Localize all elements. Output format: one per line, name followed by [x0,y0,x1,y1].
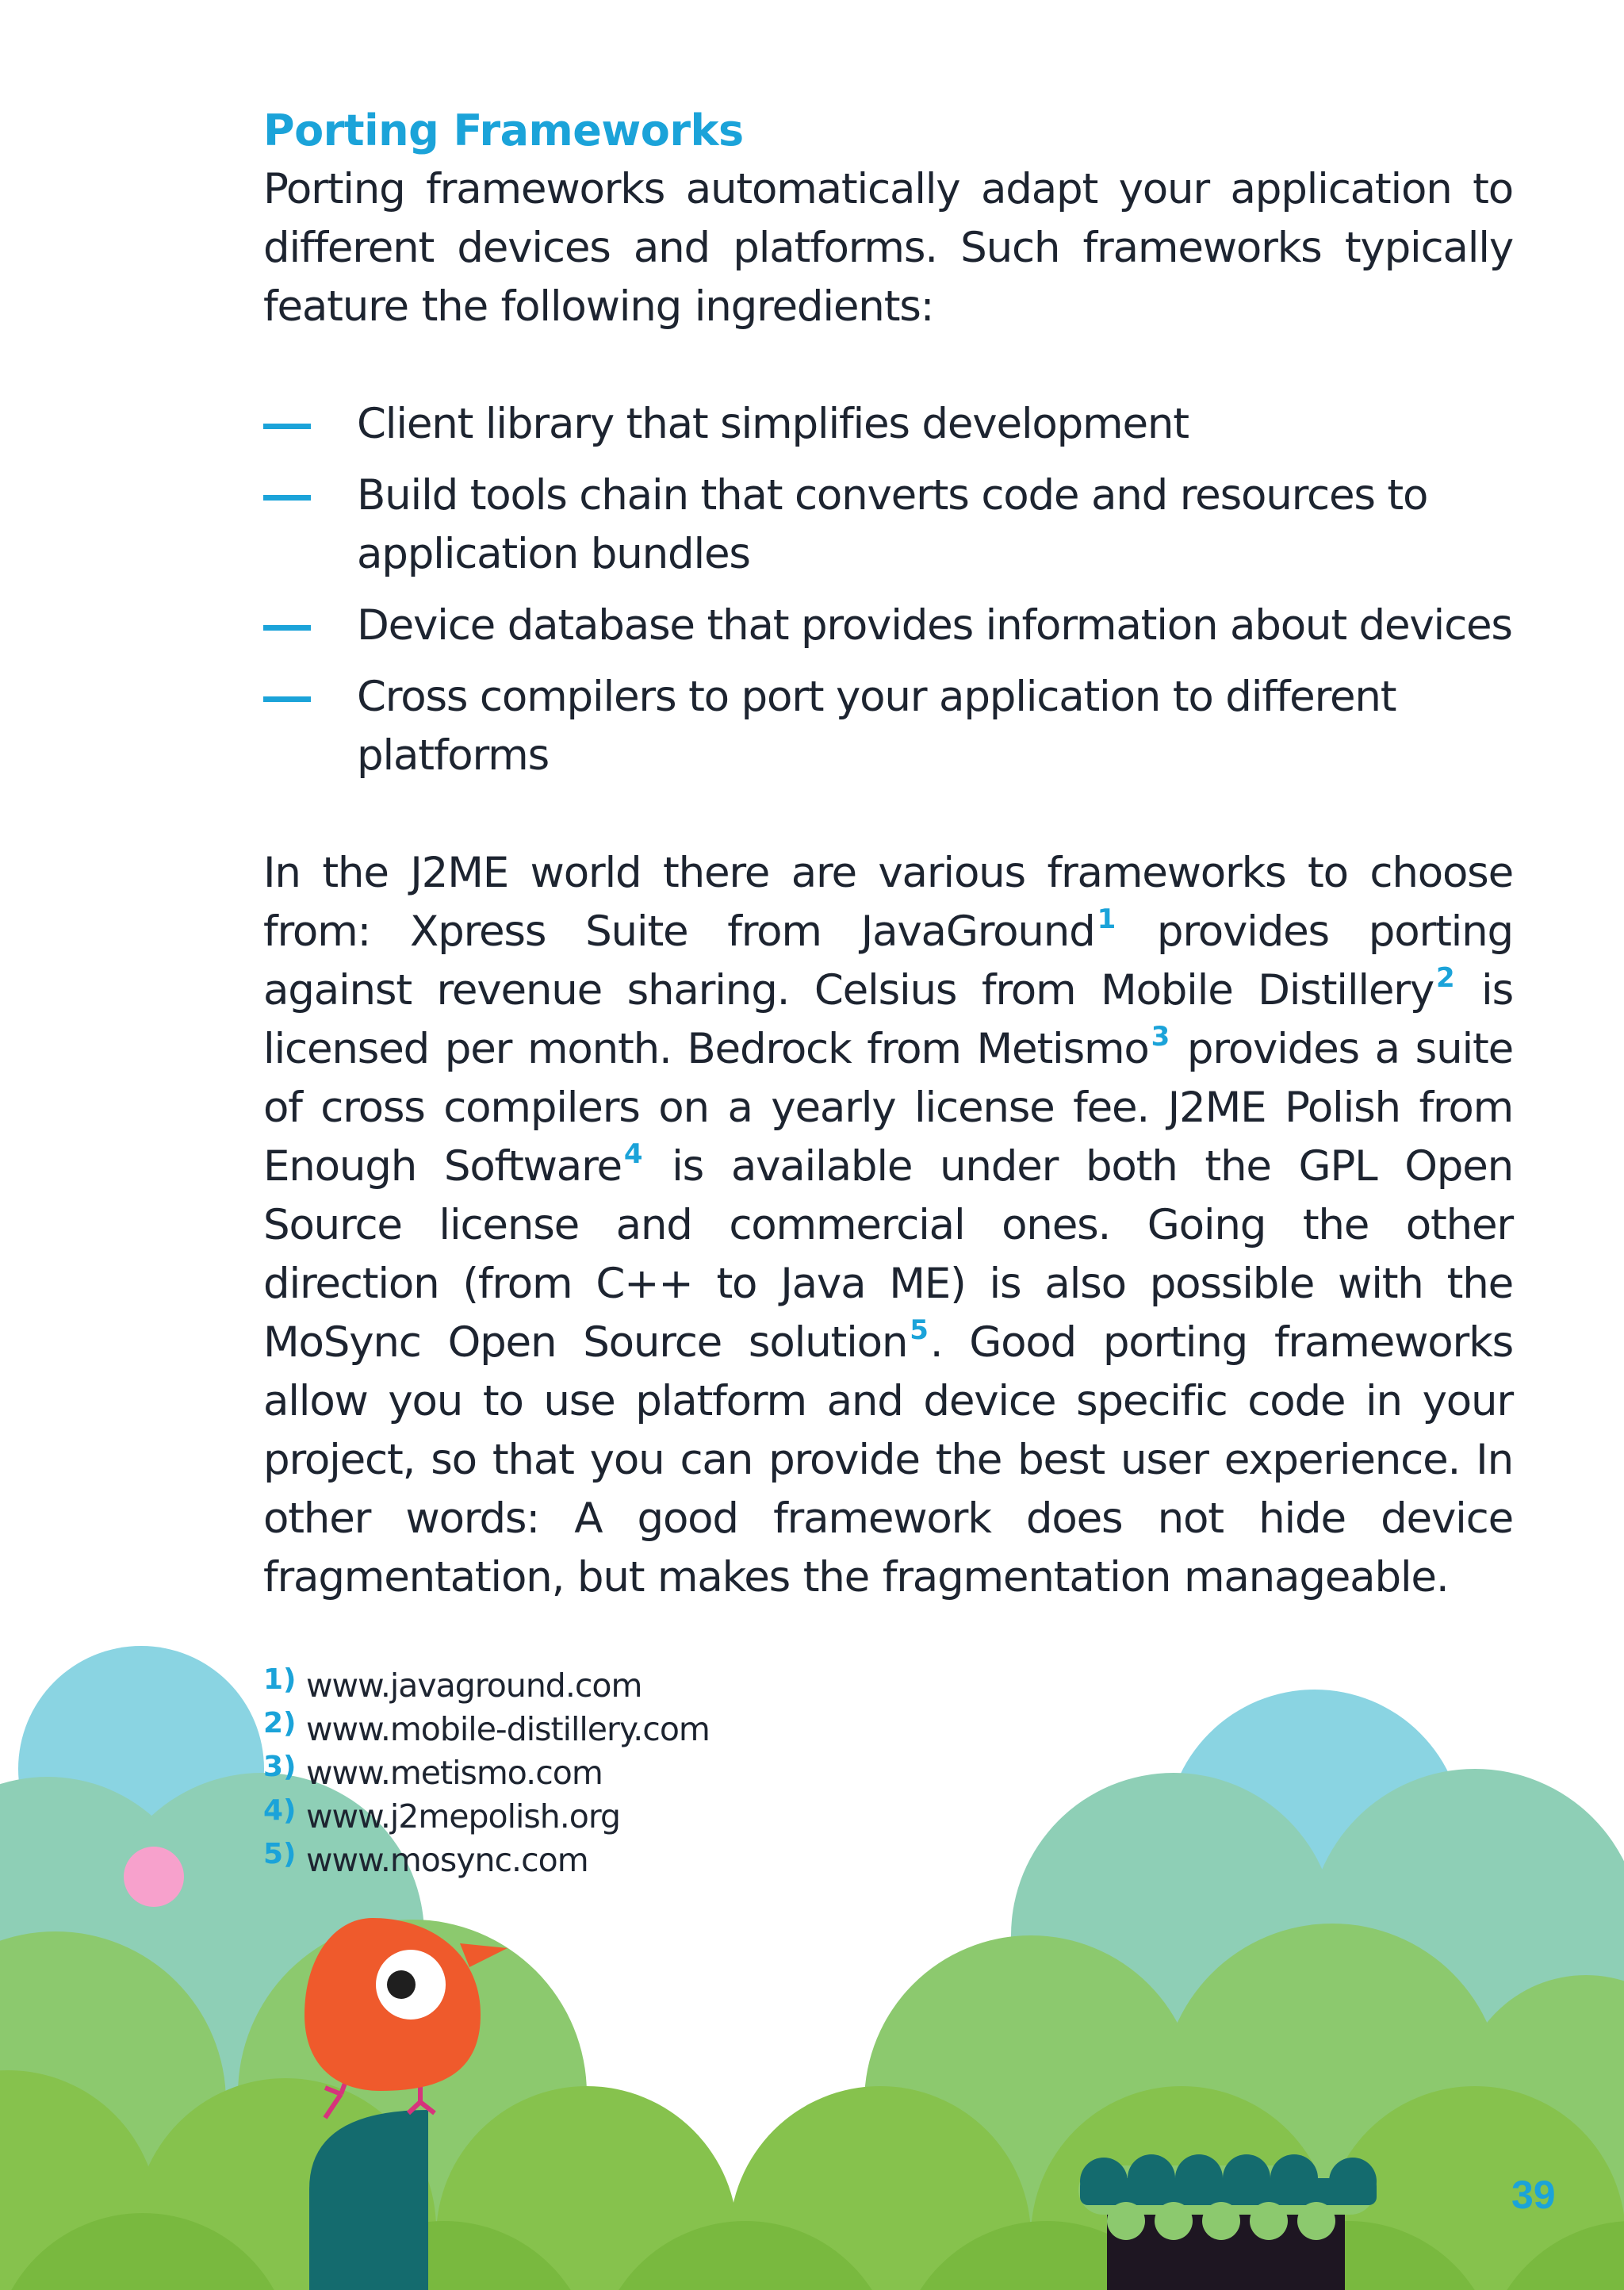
paragraph-text: is available under both the GPL Open Source license and commercial ones. Going the other direction (from C++ to Java ME) is also possible with the MoSync Open Source solution [263,1142,1513,1367]
footnote-link[interactable]: www.mosync.com [306,1841,588,1879]
section-title: Porting Frameworks [263,105,744,155]
footnote-link[interactable]: www.mobile-distillery.com [306,1710,710,1748]
footnote [263,1708,710,1751]
list-item [263,466,1513,584]
dash-bullet-icon [263,495,311,501]
bush-stump [1078,2154,1377,2290]
footnote-ref: 1 [1097,903,1116,935]
footnote-number: 5) [263,1838,297,1870]
footnote [263,1795,710,1839]
dash-bullet-icon [263,625,311,631]
footnote-link[interactable]: www.javaground.com [306,1667,642,1705]
pink-ball [124,1847,184,1907]
frameworks-paragraph [263,844,1513,1607]
footnote [263,1751,710,1795]
footnote [263,1664,710,1708]
footnote-ref: 5 [910,1314,928,1346]
footnotes [263,1664,710,1882]
paragraph-text: . Good porting frameworks allow you to use platform and device specific code in your project, so that you can provide the best user experience. In other words: A good framework does not hide device fragmentation, but makes the fragmentation manageable. [263,1318,1513,1601]
footnote-link[interactable]: www.metismo.com [306,1754,603,1792]
dash-bullet-icon [263,424,311,429]
footnote-link[interactable]: www.j2mepolish.org [306,1797,621,1835]
footnote-number: 2) [263,1707,297,1740]
footnote-number: 3) [263,1751,297,1783]
paragraph-text: provides a suite of cross compilers on a yearly license fee. J2ME Polish from Enough Software [263,1025,1513,1191]
footnote-ref: 3 [1151,1021,1170,1053]
paragraph-text: provides porting against revenue sharing. Celsius from Mobile Distillery [263,907,1514,1015]
list-item-text: Client library that simplifies development [357,400,1189,448]
list-item [263,596,1513,655]
list-item-text: Cross compilers to port your application to different platforms [357,673,1396,780]
list-item [263,395,1513,454]
list-item-text: Build tools chain that converts code and resources to application bundles [357,471,1428,578]
main-content [263,102,1513,1607]
intro-paragraph: Porting frameworks automatically adapt your application to different devices and platforms. Such frameworks typically feature the following ingredients: [263,165,1513,331]
list-item-text: Device database that provides information about devices [357,601,1512,650]
dash-bullet-icon [263,696,311,702]
footnote-ref: 2 [1436,962,1454,994]
footnote-number: 1) [263,1663,297,1696]
footnote-number: 4) [263,1794,297,1827]
page-number: 39 [1511,2173,1556,2217]
list-item [263,668,1513,785]
footnote-ref: 4 [623,1138,642,1170]
paragraph-text: is licensed per month. Bedrock from Metismo [263,966,1513,1073]
paragraph-text: In the J2ME world there are various frameworks to choose from: Xpress Suite from JavaGround [263,849,1513,956]
ingredients-list [263,395,1513,785]
footnote [263,1839,710,1882]
